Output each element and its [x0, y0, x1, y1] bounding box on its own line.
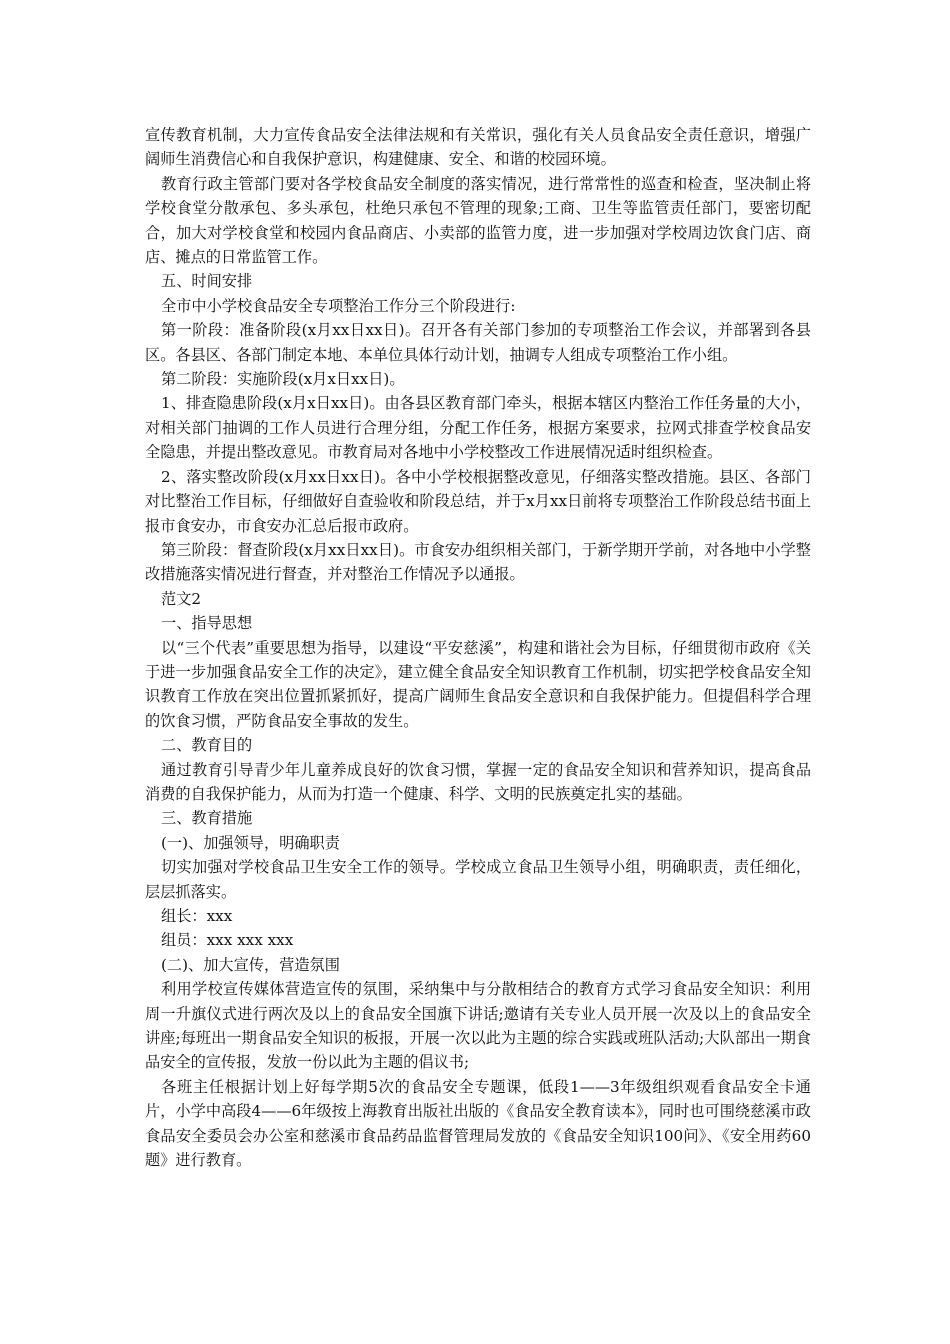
- paragraph-leadership: 切实加强对学校食品卫生安全工作的领导。学校成立食品卫生领导小组，明确职责，责任细化，层层抓落实。: [145, 858, 811, 901]
- paragraph-supervision: 教育行政主管部门要对各学校食品安全制度的落实情况，进行常常性的巡查和检查，坚决制止将学校食堂分散承包、多头承包，杜绝只承包不管理的现象;工商、卫生等监管责任部门，要密切配合，加大对学校食堂和校园内食品商店、小卖部的监管力度，进一步加强对学校周边饮食门店、商店、摊点的日常监管工作。: [145, 174, 811, 267]
- paragraph-phases-intro: 全市中小学校食品安全专项整治工作分三个阶段进行:: [161, 296, 516, 315]
- heading-education-measures: 三、教育措施: [161, 809, 253, 828]
- subheading-publicity: (二)、加大宣传，营造氛围: [161, 955, 340, 974]
- document-page: [145, 123, 811, 1172]
- subheading-leadership: (一)、加强领导，明确职责: [161, 833, 340, 852]
- paragraph-education-goal: 通过教育引导青少年儿童养成良好的饮食习惯，掌握一定的食品安全知识和营养知识，提高食品消费的自我保护能力，从而为打造一个健康、科学、文明的民族奠定扎实的基础。: [145, 760, 811, 803]
- heading-guiding-idea: 一、指导思想: [161, 614, 253, 633]
- paragraph-group-leader: 组长：xxx: [161, 907, 233, 925]
- paragraph-guiding-idea: 以“三个代表”重要思想为指导，以建设“平安慈溪”，构建和谐社会为目标，仔细贯彻市政府《关于进一步加强食品安全工作的决定》，建立健全食品安全知识教育工作机制，切实把学校食品安全知识教育工作放在突出位置抓紧抓好，提高广阔师生食品安全意识和自我保护能力。但提倡科学合理的饮食习惯，严防食品安全事故的发生。: [145, 638, 811, 730]
- paragraph-phase-one: 第一阶段：准备阶段(x月xx日xx日)。召开各有关部门参加的专项整治工作会议，并部署到各县区。各县区、各部门制定本地、本单位具体行动计划，抽调专人组成专项整治工作小组。: [145, 321, 811, 364]
- heading-education-goal: 二、教育目的: [161, 736, 253, 755]
- paragraph-phase-two-step-1: 1、排查隐患阶段(x月x日xx日)。由各县区教育部门牵头，根据本辖区内整治工作任务量的大小，对相关部门抽调的工作人员进行合理分组，分配工作任务，根据方案要求，拉网式排查学校食品安全隐患，并提出整改意见。市教育局对各地中小学校整改工作进展情况适时组织检查。: [145, 394, 811, 462]
- paragraph-phase-two-step-2: 2、落实整改阶段(x月xx日xx日)。各中小学校根据整改意见，仔细落实整改措施。县区、各部门对比整治工作目标，仔细做好自查验收和阶段总结，并于x月xx日前将专项整治工作阶段总结书面上报市食安办，市食安办汇总后报市政府。: [145, 467, 811, 535]
- heading-schedule: 五、时间安排: [161, 272, 253, 291]
- paragraph-continued: 宣传教育机制，大力宣传食品安全法律法规和有关常识，强化有关人员食品安全责任意识，增强广阔师生消费信心和自我保护意识，构建健康、安全、和谐的校园环境。: [145, 126, 811, 169]
- paragraph-publicity: 利用学校宣传媒体营造宣传的氛围，采纳集中与分散相结合的教育方式学习食品安全知识：利用周一升旗仪式进行两次及以上的食品安全国旗下讲话;邀请有关专业人员开展一次及以上的食品安全讲座;每班出一期食品安全知识的板报，开展一次以此为主题的综合实践或班队活动;大队部出一期食品安全的宣传报，发放一份以此为主题的倡议书;: [145, 980, 811, 1072]
- paragraph-phase-three: 第三阶段：督查阶段(x月xx日xx日)。市食安办组织相关部门，于新学期开学前，对各地中小学整改措施落实情况进行督查，并对整治工作情况予以通报。: [145, 540, 811, 584]
- paragraph-class-lessons: 各班主任根据计划上好每学期5次的食品安全专题课，低段1——3年级组织观看食品安全卡通片，小学中高段4——6年级按上海教育出版社出版的《食品安全教育读本》，同时也可围绕慈溪市政食品安全委员会办公室和慈溪市食品药品监督管理局发放的《食品安全知识100问》、《安全用药60题》进行教育。: [145, 1077, 811, 1170]
- heading-sample-2: 范文2: [161, 589, 202, 608]
- paragraph-group-members: 组员：xxx xxx xxx: [161, 931, 294, 950]
- paragraph-phase-two: 第二阶段：实施阶段(x月x日xx日)。: [161, 370, 405, 389]
